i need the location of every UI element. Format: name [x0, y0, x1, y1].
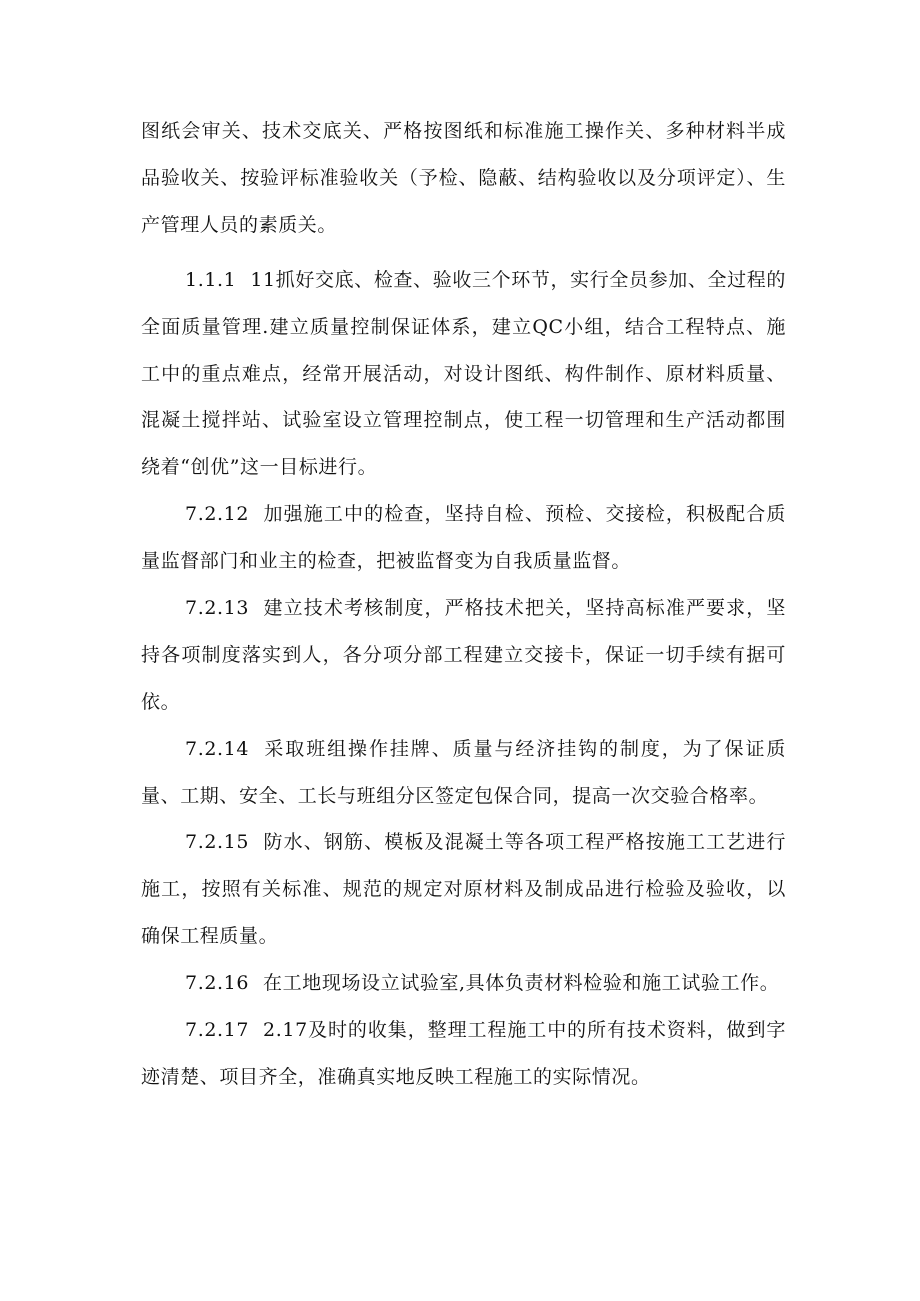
paragraph-text: 在工地现场设立试验室,具体负责材料检验和施工试验工作。	[263, 972, 780, 994]
paragraph-text: 2.17及时的收集，整理工程施工中的所有技术资料，做到字迹清楚、项目齐全，准确真实地反映工程施工的实际情况。	[141, 1019, 786, 1088]
paragraph-7-2-17	[141, 1007, 786, 1101]
paragraph-text: 采取班组操作挂牌、质量与经济挂钩的制度，为了保证质量、工期、安全、工长与班组分区签定包保合同，提高一次交验合格率。	[141, 738, 786, 807]
paragraph-7-2-14	[141, 726, 786, 820]
section-number: 7.2.17	[185, 1019, 250, 1041]
paragraph-text: 加强施工中的检查，坚持自检、预检、交接检，积极配合质量监督部门和业主的检查，把被监督变为自我质量监督。	[141, 503, 786, 572]
paragraph-7-2-16	[141, 960, 786, 1007]
section-number: 7.2.14	[185, 738, 250, 760]
section-number: 7.2.15	[185, 831, 250, 853]
paragraph-text: 11抓好交底、检查、验收三个环节，实行全员参加、全过程的全面质量管理.建立质量控制保证体系，建立QC小组，结合工程特点、施工中的重点难点，经常开展活动，对设计图纸、构件制作、原材料质量、混凝土搅拌站、试验室设立管理控制点，使工程一切管理和生产活动都围绕着“创优”这一目标进行。	[141, 269, 786, 479]
section-number: 7.2.16	[185, 972, 250, 994]
section-number: 1.1.1	[185, 269, 237, 291]
paragraph-7-2-12	[141, 491, 786, 585]
paragraph-quality-checkpoints	[141, 108, 786, 248]
section-number: 7.2.13	[185, 597, 250, 619]
paragraph-1-1-1	[141, 257, 786, 491]
paragraph-7-2-13	[141, 585, 786, 725]
paragraph-text: 防水、钢筋、模板及混凝土等各项工程严格按施工工艺进行施工，按照有关标准、规范的规定对原材料及制成品进行检验及验收，以确保工程质量。	[141, 831, 786, 947]
paragraph-text: 建立技术考核制度，严格技术把关，坚持高标准严要求，坚持各项制度落实到人，各分项分部工程建立交接卡，保证一切手续有据可依。	[141, 597, 786, 713]
section-number: 7.2.12	[185, 503, 250, 525]
paragraph-text: 图纸会审关、技术交底关、严格按图纸和标准施工操作关、多种材料半成品验收关、按验评标准验收关（予检、隐蔽、结构验收以及分项评定）、生产管理人员的素质关。	[141, 120, 786, 236]
paragraph-7-2-15	[141, 819, 786, 959]
